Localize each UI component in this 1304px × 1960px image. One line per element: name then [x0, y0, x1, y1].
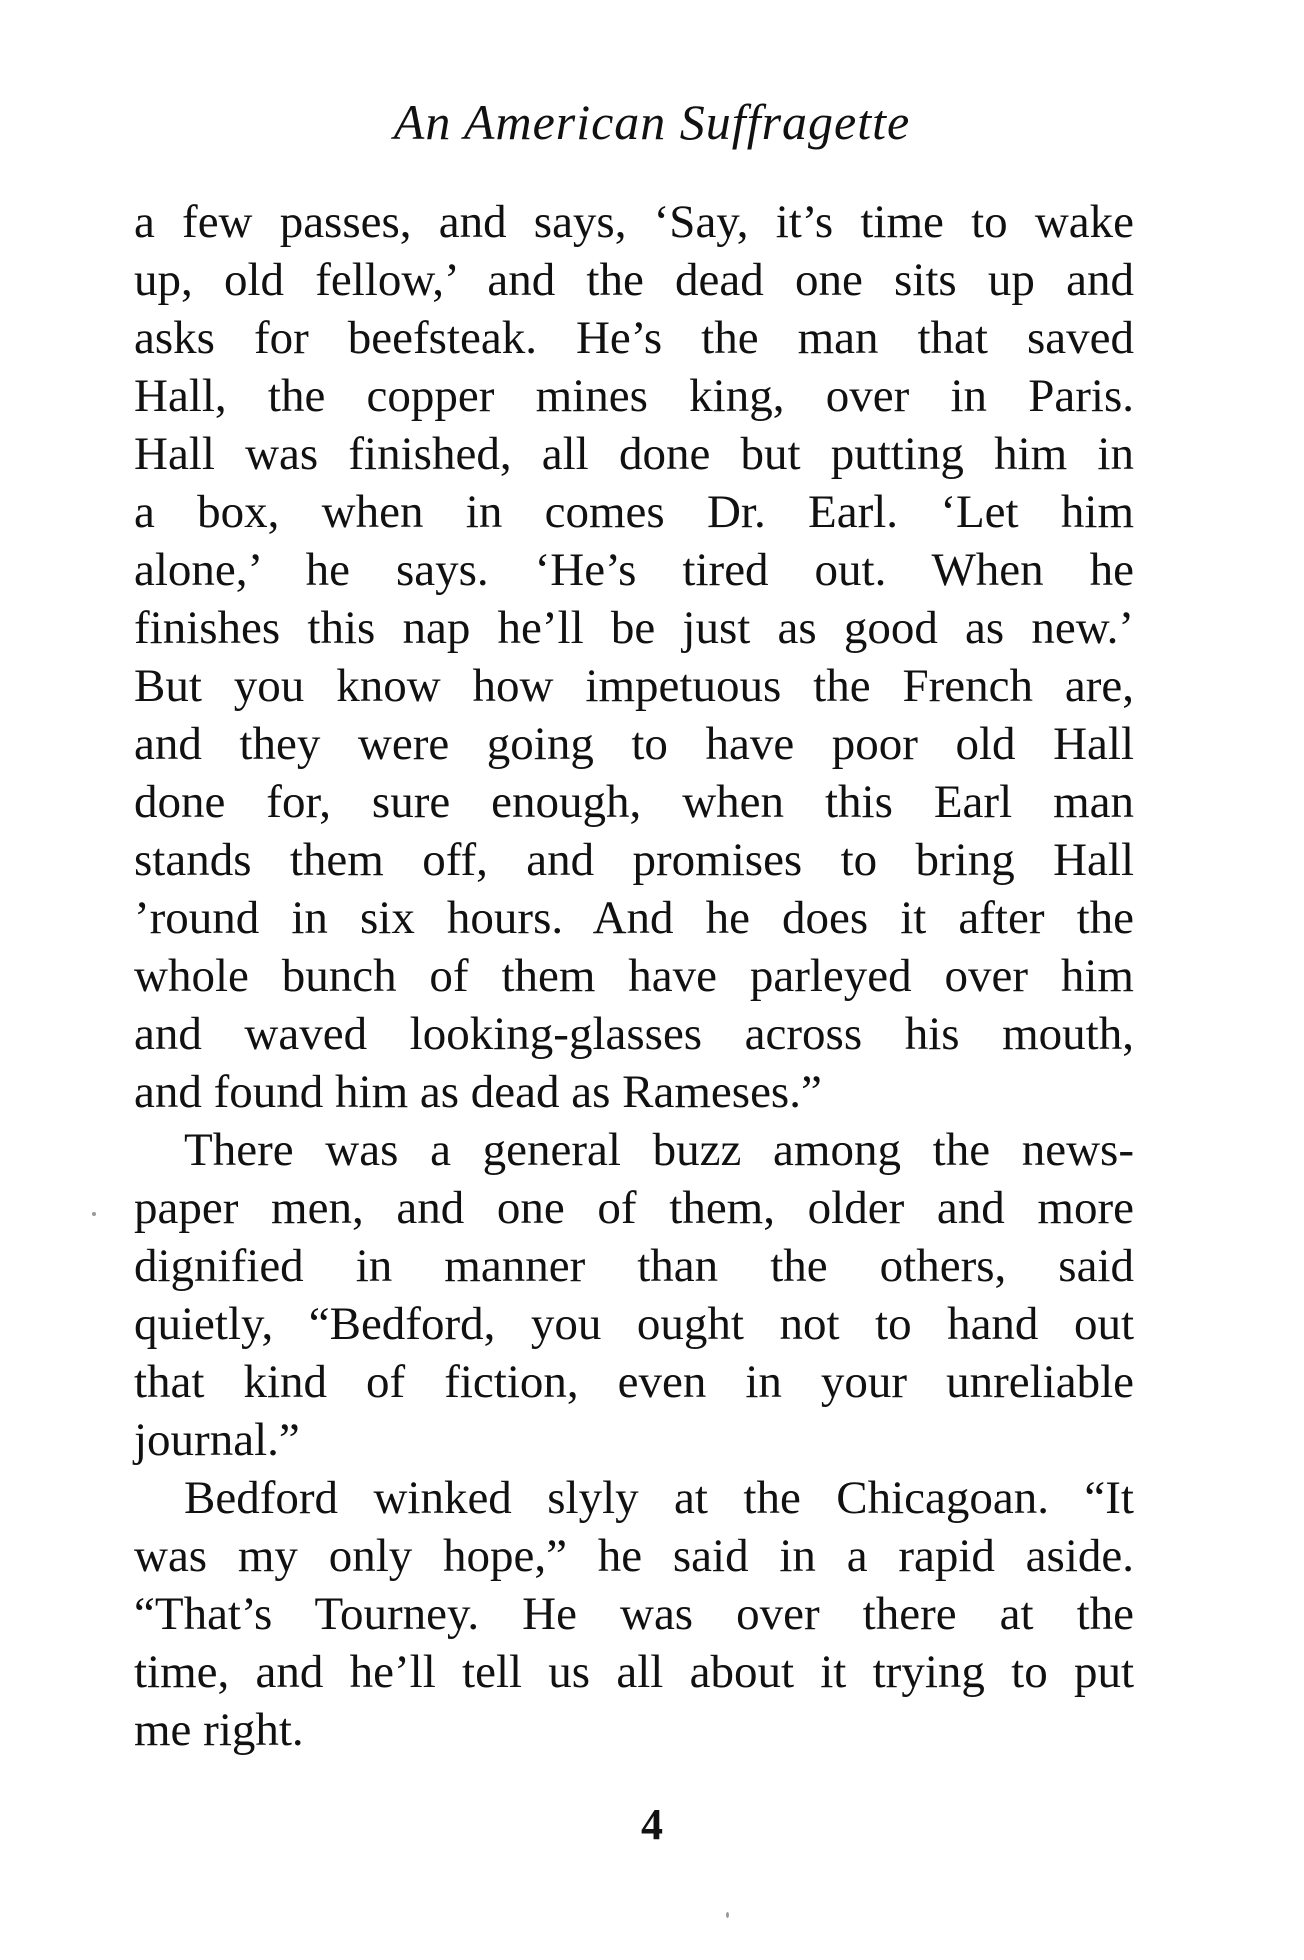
text-line: a box, when in comes Dr. Earl. ‘Let him: [134, 486, 1134, 538]
text-line: me right.: [134, 1704, 304, 1756]
paper-speck: [726, 1912, 729, 1918]
body-text: [134, 193, 1134, 1759]
text-line: finishes this nap he’ll be just as good as new.’: [134, 602, 1134, 654]
text-line: “That’s Tourney. He was over there at the: [134, 1588, 1134, 1640]
text-line: done for, sure enough, when this Earl man: [134, 776, 1134, 828]
text-line: up, old fellow,’ and the dead one sits up and: [134, 254, 1134, 306]
text-line: a few passes, and says, ‘Say, it’s time to wake: [134, 196, 1134, 248]
text-line: paper men, and one of them, older and more: [134, 1182, 1134, 1234]
text-line: ’round in six hours. And he does it after the: [134, 892, 1134, 944]
text-line: and found him as dead as Rameses.”: [134, 1066, 822, 1118]
page-number: 4: [641, 1800, 663, 1849]
text-line: Bedford winked slyly at the Chicagoan. “It: [184, 1472, 1134, 1524]
text-line: and they were going to have poor old Hall: [134, 718, 1134, 770]
text-line: and waved looking-glasses across his mouth,: [134, 1008, 1134, 1060]
text-line: asks for beefsteak. He’s the man that saved: [134, 312, 1134, 364]
text-line: alone,’ he says. ‘He’s tired out. When he: [134, 544, 1134, 596]
text-line: stands them off, and promises to bring Hall: [134, 834, 1134, 886]
paper-speck: [92, 1212, 96, 1216]
text-line: whole bunch of them have parleyed over him: [134, 950, 1134, 1002]
text-line: that kind of fiction, even in your unreliable: [134, 1356, 1134, 1408]
text-line: was my only hope,” he said in a rapid aside.: [134, 1530, 1134, 1582]
text-line: Hall was finished, all done but putting him in: [134, 428, 1134, 480]
text-line: There was a general buzz among the news-: [184, 1124, 1134, 1176]
text-line: journal.”: [134, 1414, 300, 1466]
text-line: But you know how impetuous the French are,: [134, 660, 1134, 712]
text-line: time, and he’ll tell us all about it trying to put: [134, 1646, 1134, 1698]
running-head: An American Suffragette: [393, 94, 911, 150]
text-line: dignified in manner than the others, said: [134, 1240, 1134, 1292]
text-line: quietly, “Bedford, you ought not to hand out: [134, 1298, 1134, 1350]
text-line: Hall, the copper mines king, over in Paris.: [134, 370, 1134, 422]
